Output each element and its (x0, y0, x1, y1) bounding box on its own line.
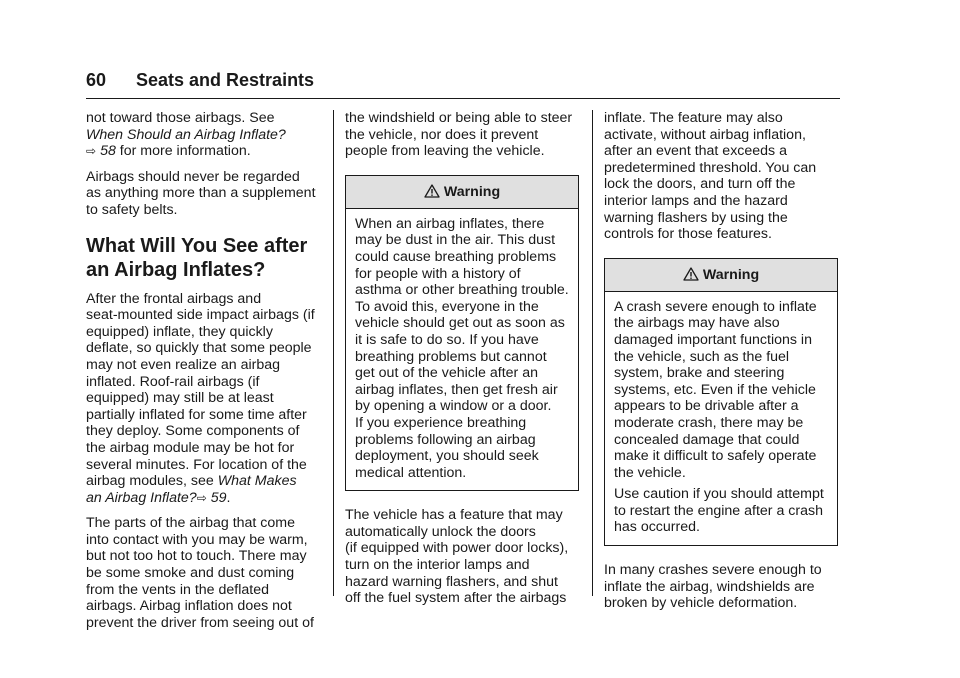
page-reference-number[interactable]: 59 (210, 489, 227, 506)
warning-box (345, 175, 579, 492)
warning-body (605, 292, 837, 545)
paragraph: The parts of the airbag that come into contact with you may be warm, but not too hot to touch. There may be some smoke and dust coming from the vents in the deflated airbags. Airbag inflation does not prevent the driver from seeing out of (86, 515, 314, 631)
section-heading: What Will You See after an Airbag Inflates? (86, 234, 308, 281)
warning-box (604, 258, 838, 546)
section-title: Seats and Restraints (136, 70, 315, 90)
page-number: 60 (86, 70, 107, 90)
paragraph: the windshield or being able to steer the vehicle, nor does it prevent people from leaving the vehicle. (345, 110, 573, 160)
page-reference-icon: ⇨ (196, 490, 207, 505)
paragraph (86, 291, 323, 507)
warning-triangle-icon (683, 267, 699, 281)
paragraph: In many crashes severe enough to inflate the airbag, windshields are broken by vehicle deformation. (604, 562, 822, 612)
paragraph-text: . (226, 489, 231, 506)
warning-text: A crash severe enough to inflate the airbags may have also damaged important functions in the vehicle, such as the fuel system, brake and steering systems, etc. Even if the vehicle appears to be drivable after a moderate crash, there may be concealed damage that could make it difficult to safely operate the vehicle. (614, 298, 817, 481)
paragraph: Airbags should never be regarded as anything more than a supplement to safety belts. (86, 168, 316, 218)
cross-reference-link[interactable]: What Makes an Airbag Inflate? (86, 473, 297, 506)
paragraph: The vehicle has a feature that may automatically unlock the doors (if equipped with power door locks), turn on the interior lamps and hazard warning flashers, and shut off the fuel system after the airbags (345, 507, 569, 607)
header-rule (86, 98, 840, 99)
warning-header (605, 259, 837, 292)
paragraph-text: not toward those airbags. See (86, 110, 275, 126)
column-3 (604, 110, 841, 621)
column-separator (592, 110, 593, 596)
paragraph-text: After the frontal airbags and seat-mounted side impact airbags (if equipped) inflate, they quickly deflate, so quickly that some people may not even realize an airbag inflated. Roof-rail airbags (if equipped) may still be at least partially inflated for some time after they deploy. Some components of the airbag module may be hot for several minutes. For location of the airbag modules, see (86, 290, 315, 490)
warning-title: Warning (702, 266, 760, 283)
cross-reference-link[interactable]: When Should an Airbag Inflate? (86, 126, 286, 143)
warning-triangle-icon (424, 184, 440, 198)
warning-text: When an airbag inflates, there may be dust in the air. This dust could cause breathing problems for people with a history of asthma or other breathing trouble. To avoid this, everyone in the vehicle should get out as soon as it is safe to do so. If you have breathing problems but cannot get out of the vehicle after an airbag inflates, then get fresh air by opening a window or a door. If you experience breathing problems following an airbag deployment, you should seek medical attention. (355, 215, 569, 481)
warning-body (346, 209, 578, 491)
warning-title: Warning (443, 183, 501, 200)
page-reference-icon: ⇨ (86, 144, 97, 159)
column-2 (345, 110, 582, 616)
warning-header (346, 176, 578, 209)
paragraph (86, 110, 323, 160)
paragraph-text: for more information. (115, 143, 251, 160)
paragraph: inflate. The feature may also activate, without airbag inflation, after an event that exceeds a predetermined threshold. You can lock the doors, and turn off the interior lamps and the hazard warning flashers by using the controls for those features. (604, 110, 817, 243)
page-header (86, 68, 840, 92)
column-1 (86, 110, 323, 640)
column-separator (333, 110, 334, 596)
page-reference-number[interactable]: 58 (100, 143, 116, 160)
warning-text: Use caution if you should attempt to restart the engine after a crash has occurred. (614, 486, 824, 536)
